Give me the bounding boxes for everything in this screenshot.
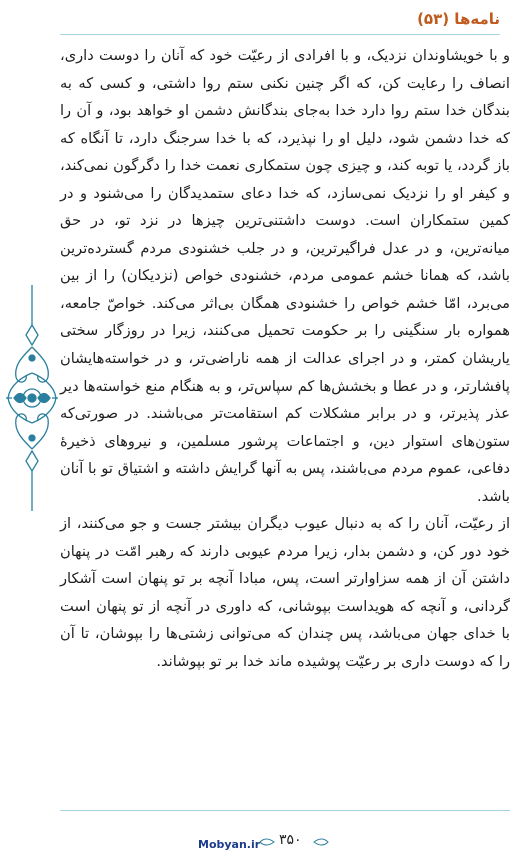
header-rule xyxy=(60,34,500,35)
paragraph: از رعیّت، آنان را که به دنبال عیوب دیگران بیشتر جست و جو می‌کنند، از خود دور کن، و دشمن بدار، زیرا مردم عیوبی دارند که رهبر امّت در پنهان داشتن آن از همه سزاوارتر است، پس، مبادا آنچه بر تو پنهان است آشکار گردانی، و آنچه که هویداست بپوشانی، که داوری در آنچه از تو پنهان است با خدای جهان می‌باشد، پس چندان که می‌توانی زشتی‌ها را بپوشان، تا آن را که دوست داری بر رعیّت پوشیده ماند خدا بر تو بپوشاند. xyxy=(60,515,510,671)
page-header xyxy=(60,6,500,32)
paragraph: و با خویشاوندان نزدیک، و با افرادی از رعیّت خود که آنان را دوست داری، انصاف را رعایت کن، که اگر چنین نکنی ستم روا داشتی، و کسی که به بندگان خدا ستم روا دارد خدا به‌جای بندگانش دشمن او خواهد بود، و آن را که خدا دشمن شود، دلیل او را نپذیرد، که با خدا سرجنگ دارد، تا آنگاه که باز گردد، یا توبه کند، و چیزی چون ستمکاری نعمت خدا را دگرگون نمی‌کند، و کیفر او را نزدیک نمی‌سازد، که خدا دعای ستمدیدگان را می‌شنود و در کمین ستمکاران است. دوست داشتنی‌ترین چیزها در نزد تو، در حق میانه‌ترین، و در عدل فراگیرترین، و در جلب خشنودی مردم گسترده‌ترین باشد، که همانا خشم عمومی مردم، خشنودی خواص (نزدیکان) را از بین می‌برد، امّا خشم خواص را خشنودی همگان بی‌اثر می‌کند. خواصّ جامعه، همواره بار سنگینی را بر حکومت تحمیل می‌کنند، زیرا در روزگار سختی یاریشان کمتر، و در اجرای عدالت از همه ناراضی‌تر، و در خواسته‌هایشان پافشارتر، و در عطا و بخشش‌ها کم سپاس‌تر، و به هنگام منع خواسته‌ها دیر عذر پذیرتر، و در برابر مشکلات کم استقامت‌تر می‌باشند. در صورتی‌که ستون‌های استوار دین، و اجتماعات پرشور مسلمین، و نیروهای ذخیرهٔ دفاعی، عموم مردم می‌باشند، پس به آنها گرایش داشته و اشتیاق تو با آنان باشد. xyxy=(60,47,510,505)
site-name: Mobyan.ir xyxy=(198,838,261,851)
footer-ornament-icon xyxy=(258,836,276,848)
arabesque-ornament-icon xyxy=(4,285,60,511)
footer-rule xyxy=(60,810,510,811)
footer-ornament-icon xyxy=(312,836,330,848)
page-number: ۳۵۰ xyxy=(279,832,302,848)
header-title: نامه‌ها (۵۳) xyxy=(417,10,500,28)
page-footer xyxy=(0,810,520,855)
body-text xyxy=(60,42,510,676)
